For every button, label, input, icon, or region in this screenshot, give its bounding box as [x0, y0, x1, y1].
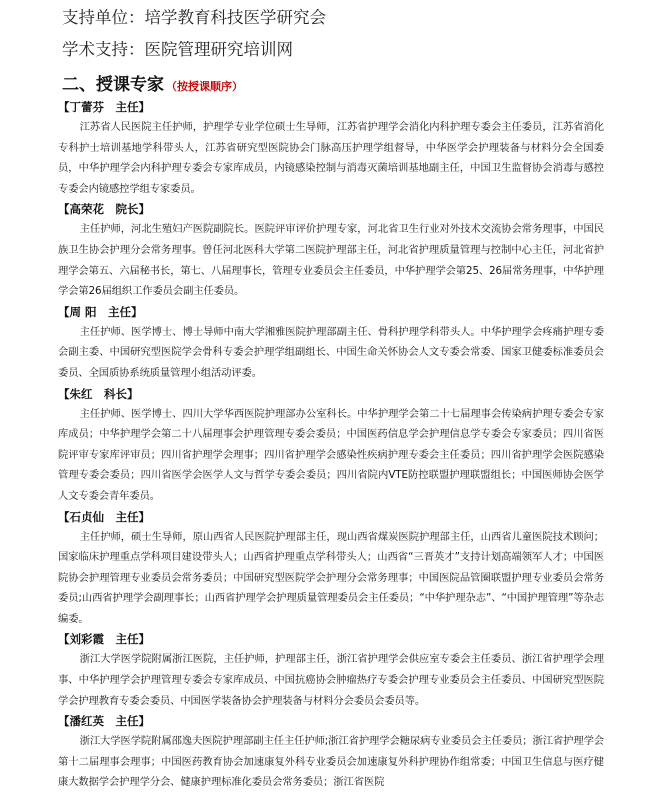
expert-name: 【石贞仙 主任】 [58, 509, 150, 524]
expert-bio: 主任护师，河北生殖妇产医院副院长。医院评审评价护理专家，河北省卫生行业对外技术交流协会常务理事，中国民族卫生协会护理分会常务理事。曾任河北医科大学第二医院护理部主任，河北省护理质量管理与控制中心主任，河北省护理学会第五、六届秘书长，第七、八届理事长，管理专业委员会主任委员，中华护理学会第25、26届常务理事，中华护理学会第26届组织工作委员会副主任委员。 [58, 223, 604, 298]
expert-name: 【丁蕾芬 主任】 [58, 100, 150, 114]
section-heading [62, 70, 243, 95]
expert-name: 【刘彩霞 主任】 [58, 632, 150, 647]
expert-bio: 浙江大学医学院附属浙江医院，主任护师，护理部主任，浙江省护理学会供应室专委会主任委员、浙江省护理学会理事、中华护理学会护理管理专委会专家库成员、中国抗癌协会肿瘤热疗专委会护理专业委员会主任委员、中国研究型医院学会护理教育专委会委员、中国医学装备协会护理装备与材料分会委员会委员等。 [58, 653, 604, 707]
expert-entry-gao [58, 200, 604, 301]
expert-name: 【高荣花 院长】 [58, 202, 150, 217]
expert-bio: 主任护师、医学博士、博士导师中南大学湘雅医院护理部副主任、骨科护理学科带头人。中华护理学会疼痛护理专委会副主委、中国研究型医院学会骨科专委会护理学组副组长、中国生命关怀协会人文专委会常委、国家卫健委标准委员会委员、全国质协系统质量管理小组活动评委。 [58, 325, 604, 379]
support-unit-line: 支持单位：培学教育科技医学研究会 [62, 8, 326, 27]
academic-support-line: 学术支持：医院管理研究培训网 [62, 40, 293, 59]
expert-bio: 江苏省人民医院主任护师，护理学专业学位硕士生导师，江苏省护理学会消化内科护理专委会主任委员，江苏省消化专科护士培训基地学科带头人，江苏省研究型医院协会门脉高压护理学组督导，中华医学会护理装备与材料分会全国委员，中华护理学会内科护理专委会专家库成员，内镜感染控制与消毒灭菌培训基地副主任，中国卫生监督协会消毒与感控专委会内镜感控学组专家委员。 [58, 121, 604, 195]
expert-bio: 主任护师、医学博士、四川大学华西医院护理部办公室科长。中华护理学会第二十七届理事会传染病护理专委会专家库成员；中华护理学会第二十八届理事会护理管理专委会委员；中国医药信息学会护理信息学专委会专家委员；四川省医院评审专家库评审员；四川省护理学会理事；四川省护理学会感染性疾病护理专委会主任委员；四川省护理学会医院感染管理专委会委员；四川省医学会医学人文与哲学专委会委员；四川省院内VTE防控联盟护理联盟组长；中国医师协会医学人文专委会青年委员。 [58, 407, 604, 502]
expert-entry-ding [58, 98, 604, 199]
section-order-note: （按授课顺序） [166, 80, 243, 93]
expert-name: 【朱红 科长】 [58, 386, 139, 401]
expert-list [58, 98, 604, 794]
expert-entry-zhu [58, 385, 604, 507]
expert-entry-zhou [58, 303, 604, 384]
expert-entry-shi [58, 508, 604, 630]
expert-name: 【周 阳 主任】 [58, 304, 143, 319]
expert-name: 【潘红英 主任】 [58, 714, 150, 729]
expert-bio: 主任护师，硕士生导师，原山西省人民医院护理部主任，现山西省煤炭医院护理部主任，山西省儿童医院技术顾问；国家临床护理重点学科项目建设带头人；山西省护理重点学科带头人；山西省“三晋英才”支持计划高端领军人才；中国医院协会护理管理专业委员会常务委员；中国研究型医院学会护理分会常务理事；中国医院品管圈联盟护理专业委员会常务委员;山西省护理学会副理事长；山西省护理学会护理质量管理委员会主任委员；“中华护理杂志”、“中国护理管理”等杂志编委。 [58, 530, 604, 625]
expert-entry-liu [58, 630, 604, 711]
section-title: 二、授课专家 [62, 75, 164, 95]
expert-entry-pan [58, 712, 604, 793]
expert-bio: 浙江大学医学院附属邵逸夫医院护理部副主任主任护师;浙江省护理学会糖尿病专业委员会主任委员；浙江省护理学会第十二届理事会理事；中国医药教育协会加速康复外科专业委员会加速康复外科护理协作组常委；中国卫生信息与医疗健康大数据学会护理学分会、健康护理标准化委员会常务委员；浙江省医院 [58, 735, 604, 789]
